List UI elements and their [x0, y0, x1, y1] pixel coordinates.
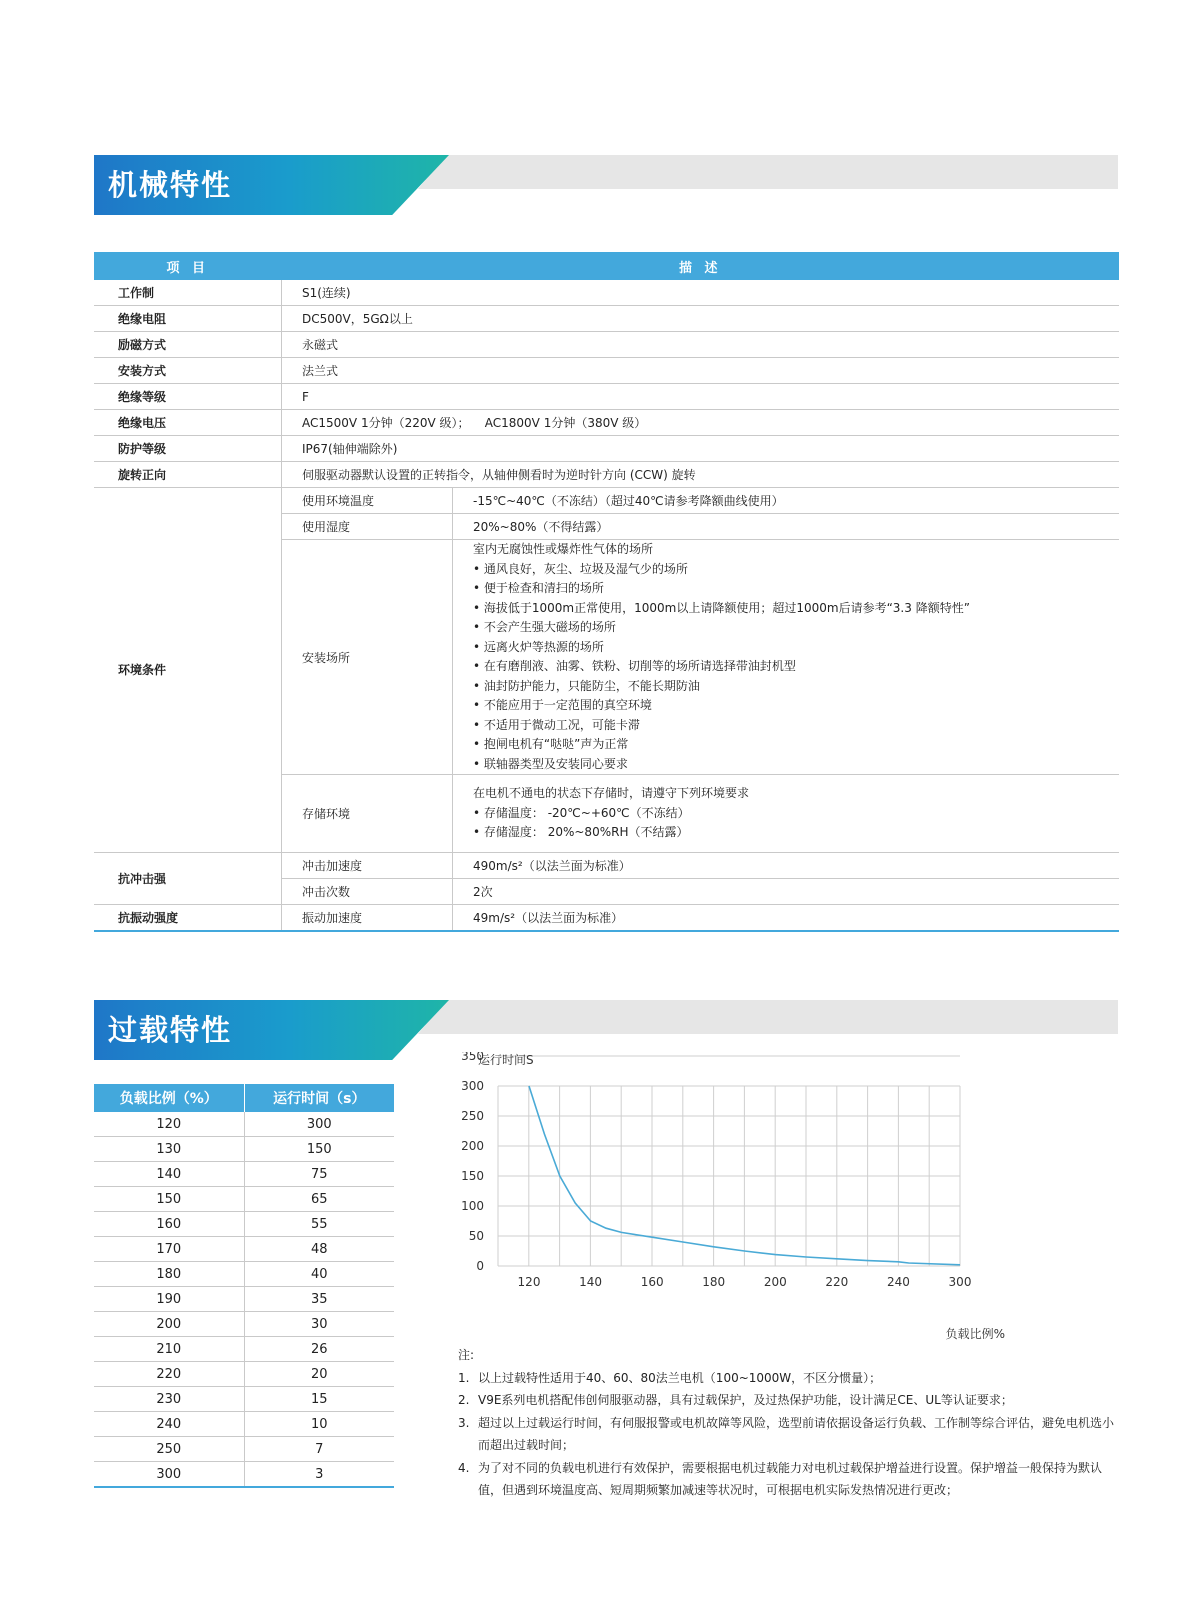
- y-tick-label: 350: [461, 1052, 484, 1063]
- storage-line: 在电机不通电的状态下存储时，请遵守下列环境要求: [473, 786, 750, 800]
- banner-grey-strip: [418, 155, 1118, 189]
- shock-accel-value: 490m/s²（以法兰面为标准）: [453, 852, 1120, 878]
- site-line: • 不适用于微动工况，可能卡滞: [473, 717, 640, 732]
- table-row: [94, 1187, 394, 1212]
- table-row: [94, 1387, 394, 1412]
- ratio-cell: 120: [94, 1112, 244, 1137]
- table-row: [94, 1237, 394, 1262]
- note-item: [458, 1457, 1118, 1502]
- time-cell: 48: [244, 1237, 394, 1262]
- x-tick-label: 120: [517, 1275, 541, 1289]
- chart-x-ticks: [518, 1275, 972, 1289]
- chart-grid: [498, 1056, 960, 1266]
- note-text: 超过以上过载运行时间，有伺服报警或电机故障等风险，选型前请依据设备运行负载、工作制等综合评估，避免电机选小而超出过载时间；: [478, 1415, 1115, 1452]
- site-line: • 远离火炉等热源的场所: [473, 639, 604, 654]
- section-banner-mechanical: [94, 155, 1118, 215]
- x-tick-label: 300: [948, 1275, 972, 1289]
- row-desc: F: [282, 384, 1120, 410]
- y-tick-label: 250: [461, 1109, 484, 1123]
- env-temp-value: -15℃~40℃（不冻结）（超过40℃请参考降额曲线使用）: [453, 488, 1120, 514]
- x-tick-label: 220: [825, 1275, 849, 1289]
- x-tick-label: 180: [702, 1275, 726, 1289]
- site-line: • 在有磨削液、油雾、铁粉、切削等的场所请选择带油封机型: [473, 659, 796, 673]
- note-num: 4.: [458, 1460, 470, 1475]
- site-line: • 不会产生强大磁场的场所: [473, 620, 616, 634]
- ratio-cell: 160: [94, 1212, 244, 1237]
- time-cell: 30: [244, 1312, 394, 1337]
- ratio-cell: 130: [94, 1137, 244, 1162]
- time-cell: 15: [244, 1387, 394, 1412]
- table-row: [94, 436, 1119, 462]
- table-row: [94, 1312, 394, 1337]
- time-cell: 40: [244, 1262, 394, 1287]
- ratio-cell: 240: [94, 1412, 244, 1437]
- site-line: • 通风良好，灰尘、垃圾及湿气少的场所: [473, 561, 688, 576]
- env-temp-label: 使用环境温度: [282, 488, 453, 514]
- note-item: [458, 1389, 1118, 1412]
- row-item: 安装方式: [94, 358, 282, 384]
- row-item: 工作制: [94, 280, 282, 306]
- row-item: 防护等级: [94, 436, 282, 462]
- x-tick-label: 240: [886, 1275, 910, 1289]
- env-storage-label: 存储环境: [282, 775, 453, 853]
- row-desc: 伺服驱动器默认设置的正转指令，从轴伸侧看时为逆时针方向 (CCW) 旋转: [282, 462, 1120, 488]
- x-tick-label: 140: [579, 1275, 603, 1289]
- note-text: 为了对不同的负载电机进行有效保护，需要根据电机过载能力对电机过载保护增益进行设置。保护增益一般保持为默认值，但遇到环境温度高、短周期频繁加减速等状况时，可根据电机实际发热情况进行更改；: [478, 1460, 1103, 1497]
- section-title: 机械特性: [108, 168, 233, 202]
- table-row: [94, 1212, 394, 1237]
- header-item: 项 目: [94, 252, 282, 280]
- table-row: [94, 1362, 394, 1387]
- env-site-list: [453, 540, 1120, 775]
- chart-ylabel: 运行时间S: [478, 1053, 534, 1067]
- note-text: 以上过载特性适用于40、60、80法兰电机（100~1000W，不区分惯量）；: [478, 1370, 882, 1385]
- ratio-cell: 190: [94, 1287, 244, 1312]
- section-banner-overload: [94, 1000, 1118, 1060]
- site-line: • 便于检查和清扫的场所: [473, 581, 604, 595]
- table-row-vibration: [94, 904, 1119, 931]
- ratio-cell: 150: [94, 1187, 244, 1212]
- time-cell: 26: [244, 1337, 394, 1362]
- table-row: [94, 410, 1119, 436]
- row-item: 绝缘电压: [94, 410, 282, 436]
- time-cell: 150: [244, 1137, 394, 1162]
- shock-accel-label: 冲击加速度: [282, 852, 453, 878]
- table-row: [94, 280, 1119, 306]
- section-title: 过载特性: [108, 1013, 233, 1047]
- ratio-cell: 250: [94, 1437, 244, 1462]
- table-row: [94, 462, 1119, 488]
- env-item: 环境条件: [94, 488, 282, 853]
- site-line: • 油封防护能力，只能防尘，不能长期防油: [473, 678, 700, 693]
- table-row: [94, 1262, 394, 1287]
- x-tick-label: 160: [640, 1275, 664, 1289]
- row-desc: 法兰式: [282, 358, 1120, 384]
- storage-line: • 存储湿度： 20%~80%RH（不结露）: [473, 825, 689, 839]
- shock-count-value: 2次: [453, 878, 1120, 904]
- shock-item: 抗冲击强: [94, 852, 282, 904]
- mechanical-spec-table: [94, 252, 1119, 932]
- row-item: 励磁方式: [94, 332, 282, 358]
- time-cell: 65: [244, 1187, 394, 1212]
- notes-block: [458, 1344, 1118, 1502]
- vibration-label: 振动加速度: [282, 904, 453, 931]
- env-site-label: 安装场所: [282, 540, 453, 775]
- time-cell: 3: [244, 1462, 394, 1488]
- table-row: [94, 384, 1119, 410]
- table-header: [94, 1084, 394, 1112]
- ratio-cell: 210: [94, 1337, 244, 1362]
- table-row: [94, 332, 1119, 358]
- table-row: [94, 1112, 394, 1137]
- ratio-cell: 180: [94, 1262, 244, 1287]
- table-row: [94, 1462, 394, 1488]
- table-row: [94, 306, 1119, 332]
- table-row: [94, 1412, 394, 1437]
- notes-heading: 注:: [458, 1348, 475, 1362]
- table-row: [94, 1437, 394, 1462]
- site-line: • 抱闸电机有“哒哒”声为正常: [473, 737, 629, 751]
- site-line: • 联轴器类型及安装同心要求: [473, 756, 628, 771]
- note-text: V9E系列电机搭配伟创伺服驱动器，具有过载保护，及过热保护功能，设计满足CE、UL等认证要求；: [478, 1393, 1013, 1407]
- table-row: [94, 1162, 394, 1187]
- ratio-cell: 200: [94, 1312, 244, 1337]
- env-storage-list: [453, 775, 1120, 853]
- env-humidity-label: 使用湿度: [282, 514, 453, 540]
- y-tick-label: 150: [461, 1169, 484, 1183]
- overload-table: [94, 1084, 394, 1488]
- time-cell: 55: [244, 1212, 394, 1237]
- row-item: 绝缘电阻: [94, 306, 282, 332]
- site-line: • 不能应用于一定范围的真空环境: [473, 698, 652, 712]
- header-time: 运行时间（s）: [244, 1084, 394, 1112]
- ratio-cell: 300: [94, 1462, 244, 1488]
- table-row: [94, 1287, 394, 1312]
- y-tick-label: 200: [461, 1139, 484, 1153]
- row-desc: S1(连续): [282, 280, 1120, 306]
- chart-y-ticks: [461, 1052, 484, 1273]
- note-item: [458, 1412, 1118, 1457]
- vibration-value: 49m/s²（以法兰面为标准）: [453, 904, 1120, 931]
- note-num: 2.: [458, 1393, 470, 1407]
- note-num: 3.: [458, 1415, 470, 1430]
- vibration-item: 抗振动强度: [94, 904, 282, 931]
- site-line: 室内无腐蚀性或爆炸性气体的场所: [473, 542, 654, 556]
- ratio-cell: 220: [94, 1362, 244, 1387]
- row-desc: IP67(轴伸端除外): [282, 436, 1120, 462]
- overload-curve-chart: [460, 1052, 1020, 1342]
- table-header: [94, 252, 1119, 280]
- table-row-shock-accel: [94, 852, 1119, 878]
- note-item: [458, 1367, 1118, 1390]
- y-tick-label: 0: [476, 1259, 484, 1273]
- note-num: 1.: [458, 1370, 470, 1385]
- overload-table-body: [94, 1112, 394, 1487]
- row-desc: DC500V，5GΩ以上: [282, 306, 1120, 332]
- time-cell: 20: [244, 1362, 394, 1387]
- row-desc: AC1500V 1分钟（220V 级）； AC1800V 1分钟（380V 级）: [282, 410, 1120, 436]
- ratio-cell: 230: [94, 1387, 244, 1412]
- shock-count-label: 冲击次数: [282, 878, 453, 904]
- env-humidity-value: 20%~80%（不得结露）: [453, 514, 1120, 540]
- table-row: [94, 358, 1119, 384]
- header-ratio: 负载比例（%）: [94, 1084, 244, 1112]
- time-cell: 7: [244, 1437, 394, 1462]
- time-cell: 35: [244, 1287, 394, 1312]
- table-row-env-temp: [94, 488, 1119, 514]
- storage-line: • 存储温度： -20℃~+60℃（不冻结）: [473, 805, 690, 820]
- time-cell: 300: [244, 1112, 394, 1137]
- row-item: 绝缘等级: [94, 384, 282, 410]
- y-tick-label: 50: [468, 1229, 484, 1243]
- ratio-cell: 140: [94, 1162, 244, 1187]
- header-desc: 描 述: [282, 252, 1120, 280]
- row-item: 旋转正向: [94, 462, 282, 488]
- y-tick-label: 300: [461, 1079, 484, 1093]
- ratio-cell: 170: [94, 1237, 244, 1262]
- table-row: [94, 1337, 394, 1362]
- time-cell: 10: [244, 1412, 394, 1437]
- x-tick-label: 200: [763, 1275, 787, 1289]
- site-line: • 海拔低于1000m正常使用，1000m以上请降额使用；超过1000m后请参考“3.3 降额特性”: [473, 600, 970, 615]
- time-cell: 75: [244, 1162, 394, 1187]
- banner-grey-strip: [418, 1000, 1118, 1034]
- row-desc: 永磁式: [282, 332, 1120, 358]
- chart-xlabel: 负载比例%: [945, 1327, 1005, 1341]
- y-tick-label: 100: [461, 1199, 484, 1213]
- table-row: [94, 1137, 394, 1162]
